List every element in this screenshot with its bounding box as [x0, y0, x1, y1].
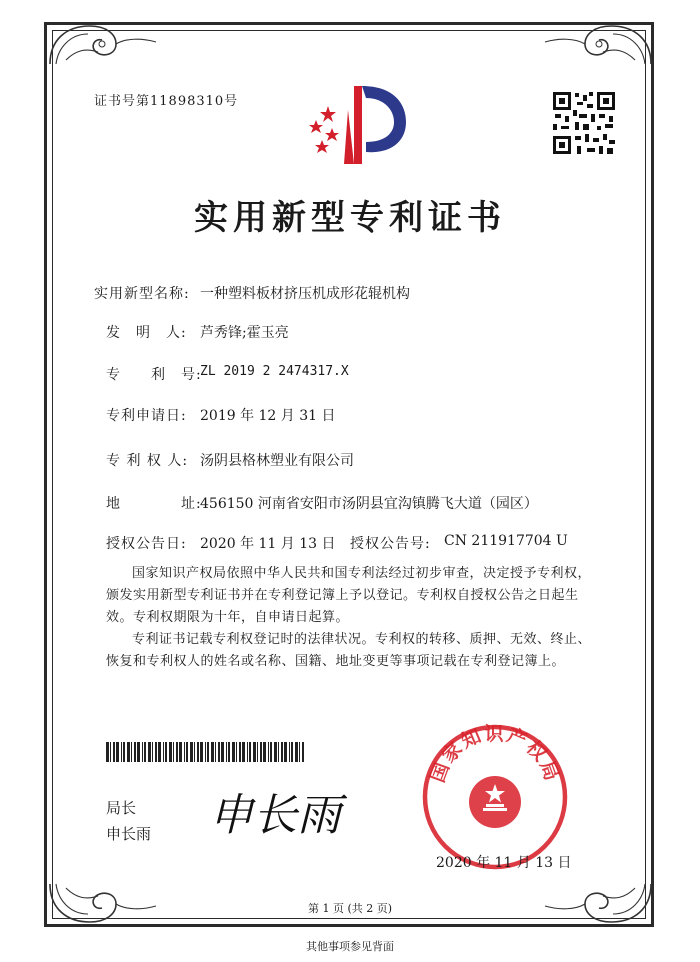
page-indicator: 第 1 页 (共 2 页) [307, 902, 393, 915]
field-label-address: 地 址: [106, 496, 202, 512]
corner-ornament-top-right [540, 20, 655, 68]
document-title: 实用新型专利证书 [194, 198, 506, 238]
field-value-grant-date: 2020 年 11 月 13 日 [200, 536, 336, 552]
field-value-filing-date: 2019 年 12 月 31 日 [200, 408, 336, 424]
corner-ornament-top-left [46, 20, 161, 68]
field-value-patentee: 汤阴县格林塑业有限公司 [200, 453, 354, 469]
handwritten-signature-text: 申长雨 [209, 790, 341, 841]
field-value-grant-no: CN 211917704 U [444, 533, 568, 549]
footer-note: 其他事项参见背面 [306, 940, 394, 953]
seal-text: 国家知识产权局 [426, 722, 564, 786]
signature-title: 局长 [106, 799, 137, 817]
cnipa-logo [304, 80, 408, 166]
qr-code [551, 90, 617, 156]
paragraph-grant: 国家知识产权局依照中华人民共和国专利法经过初步审查，决定授予专利权，颁发实用新型专利证书并在专利登记簿上予以登记。专利权自授权公告之日起生效。专利权期限为十年，自申请日起算。 [106, 566, 592, 625]
field-label-name: 实用新型名称: [94, 286, 190, 302]
official-seal [420, 722, 570, 872]
field-value-patent-no: ZL 2019 2 2474317.X [200, 364, 349, 379]
field-value-address: 456150 河南省安阳市汤阴县宜沟镇腾飞大道（园区） [200, 496, 538, 512]
paragraph-legal-status: 专利证书记载专利权登记时的法律状况。专利权的转移、质押、无效、终止、恢复和专利权人的姓名或名称、国籍、地址变更等事项记载在专利登记簿上。 [106, 632, 592, 669]
seal-date: 2020 年 11 月 13 日 [436, 855, 572, 871]
signature-name: 申长雨 [106, 825, 152, 843]
handwritten-signature [205, 782, 355, 842]
field-label-patentee: 专 利 权 人: [106, 453, 189, 469]
svg-text:国家知识产权局 [427, 722, 564, 785]
certificate-number: 证书号第11898310号 [94, 94, 239, 109]
field-label-grant-date: 授权公告日: [106, 536, 187, 552]
field-label-inventor: 发 明 人: [106, 325, 187, 341]
field-value-name: 一种塑料板材挤压机成形花辊机构 [200, 286, 410, 302]
barcode [106, 742, 306, 762]
field-label-patent-no: 专 利 号: [106, 367, 202, 383]
field-label-filing-date: 专利申请日: [106, 408, 187, 424]
field-label-grant-no: 授权公告号: [350, 536, 431, 552]
field-value-inventor: 芦秀锋;霍玉亮 [200, 325, 289, 341]
